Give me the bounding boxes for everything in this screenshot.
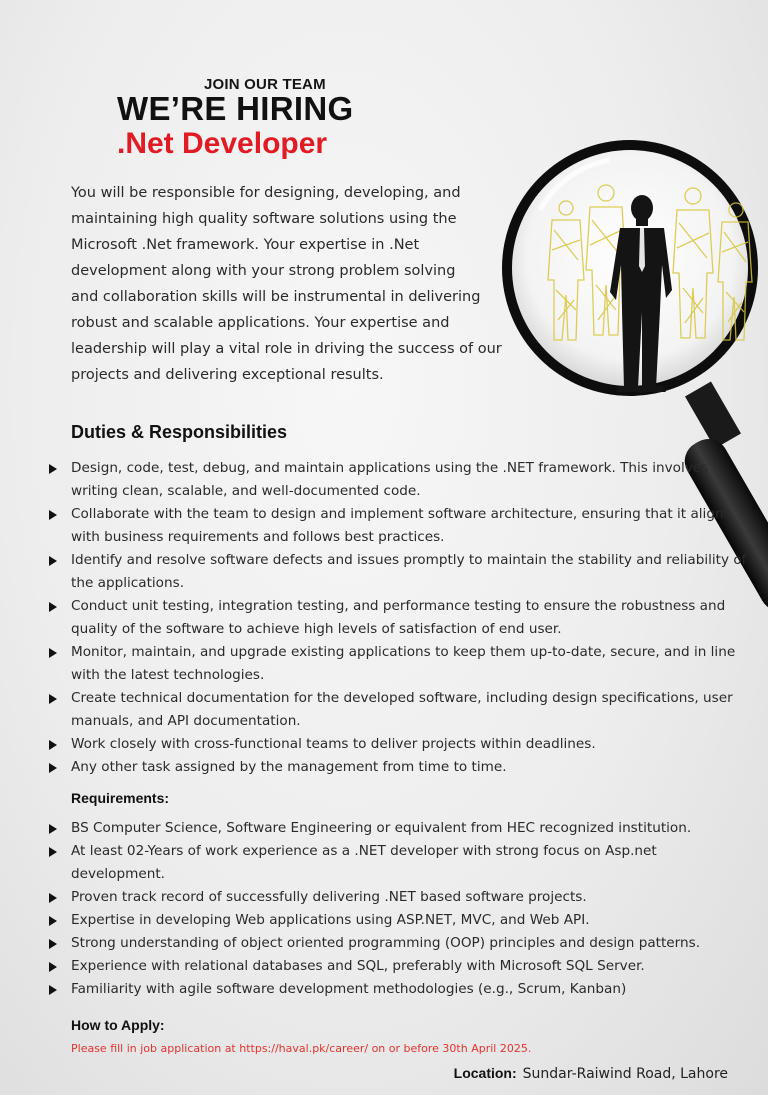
requirements-heading: Requirements:	[71, 790, 170, 806]
bullet-arrow-icon	[49, 648, 57, 658]
bullet-arrow-icon	[49, 556, 57, 566]
headline: WE’RE HIRING	[117, 90, 354, 127]
apply-instructions: Please fill in job application at https://haval.pk/career/ on or before 30th April 2025.	[71, 1042, 532, 1055]
intro-line: and collaboration skills will be instrumental in delivering	[71, 289, 481, 305]
intro-line: Microsoft .Net framework. Your expertise in .Net	[71, 237, 420, 253]
intro-line: maintaining high quality software solutions using the	[71, 211, 457, 227]
bullet-arrow-icon	[49, 740, 57, 750]
bullet-arrow-icon	[49, 824, 57, 834]
bullet-arrow-icon	[49, 602, 57, 612]
list-item: Familiarity with agile software development methodologies (e.g., Scrum, Kanban)	[46, 978, 751, 1001]
list-item: Design, code, test, debug, and maintain applications using the .NET framework. This involves writing clean, scalable, and well-documented code.	[46, 457, 751, 503]
intro-paragraph	[71, 180, 531, 388]
list-item: Collaborate with the team to design and implement software architecture, ensuring that it aligns with business requirements and follows best practices.	[46, 503, 751, 549]
bullet-arrow-icon	[49, 985, 57, 995]
bullet-arrow-icon	[49, 893, 57, 903]
how-to-apply-heading: How to Apply:	[71, 1017, 165, 1033]
list-item: BS Computer Science, Software Engineering or equivalent from HEC recognized institution.	[46, 817, 751, 840]
list-item: Expertise in developing Web applications using ASP.NET, MVC, and Web API.	[46, 909, 751, 932]
bullet-arrow-icon	[49, 916, 57, 926]
list-item: Identify and resolve software defects and issues promptly to maintain the stability and reliability of the applications.	[46, 549, 751, 595]
intro-line: robust and scalable applications. Your expertise and	[71, 315, 450, 331]
duties-heading: Duties & Responsibilities	[71, 422, 288, 442]
bullet-arrow-icon	[49, 939, 57, 949]
bullet-arrow-icon	[49, 763, 57, 773]
bullet-arrow-icon	[49, 464, 57, 474]
duties-list	[46, 457, 751, 779]
eyebrow-text: JOIN OUR TEAM	[204, 76, 326, 93]
list-item: Create technical documentation for the developed software, including design specifications, user manuals, and API documentation.	[46, 687, 751, 733]
intro-line: leadership will play a vital role in driving the success of our	[71, 341, 502, 357]
bullet-arrow-icon	[49, 510, 57, 520]
list-item: Conduct unit testing, integration testing, and performance testing to ensure the robustness and quality of the software to achieve high levels of satisfaction of end user.	[46, 595, 751, 641]
job-title: .Net Developer	[117, 127, 328, 160]
location-label: Location:	[453, 1065, 517, 1081]
requirements-list	[46, 817, 751, 1001]
list-item: Experience with relational databases and SQL, preferably with Microsoft SQL Server.	[46, 955, 751, 978]
list-item: Proven track record of successfully delivering .NET based software projects.	[46, 886, 751, 909]
intro-line: projects and delivering exceptional results.	[71, 367, 384, 383]
location-line	[454, 1065, 728, 1082]
shirt-tie	[639, 228, 645, 272]
list-item: Monitor, maintain, and upgrade existing applications to keep them up-to-date, secure, and in line with the latest technologies.	[46, 641, 751, 687]
bullet-arrow-icon	[49, 694, 57, 704]
list-item: Strong understanding of object oriented programming (OOP) principles and design patterns.	[46, 932, 751, 955]
list-item: Work closely with cross-functional teams to deliver projects within deadlines.	[46, 733, 751, 756]
bullet-arrow-icon	[49, 847, 57, 857]
intro-line: You will be responsible for designing, developing, and	[71, 185, 461, 201]
list-item: Any other task assigned by the management from time to time.	[46, 756, 751, 779]
location-value: Sundar-Raiwind Road, Lahore	[522, 1066, 728, 1082]
bullet-arrow-icon	[49, 962, 57, 972]
list-item: At least 02-Years of work experience as a .NET developer with strong focus on Asp.net development.	[46, 840, 751, 886]
intro-line: development along with your strong problem solving	[71, 263, 456, 279]
